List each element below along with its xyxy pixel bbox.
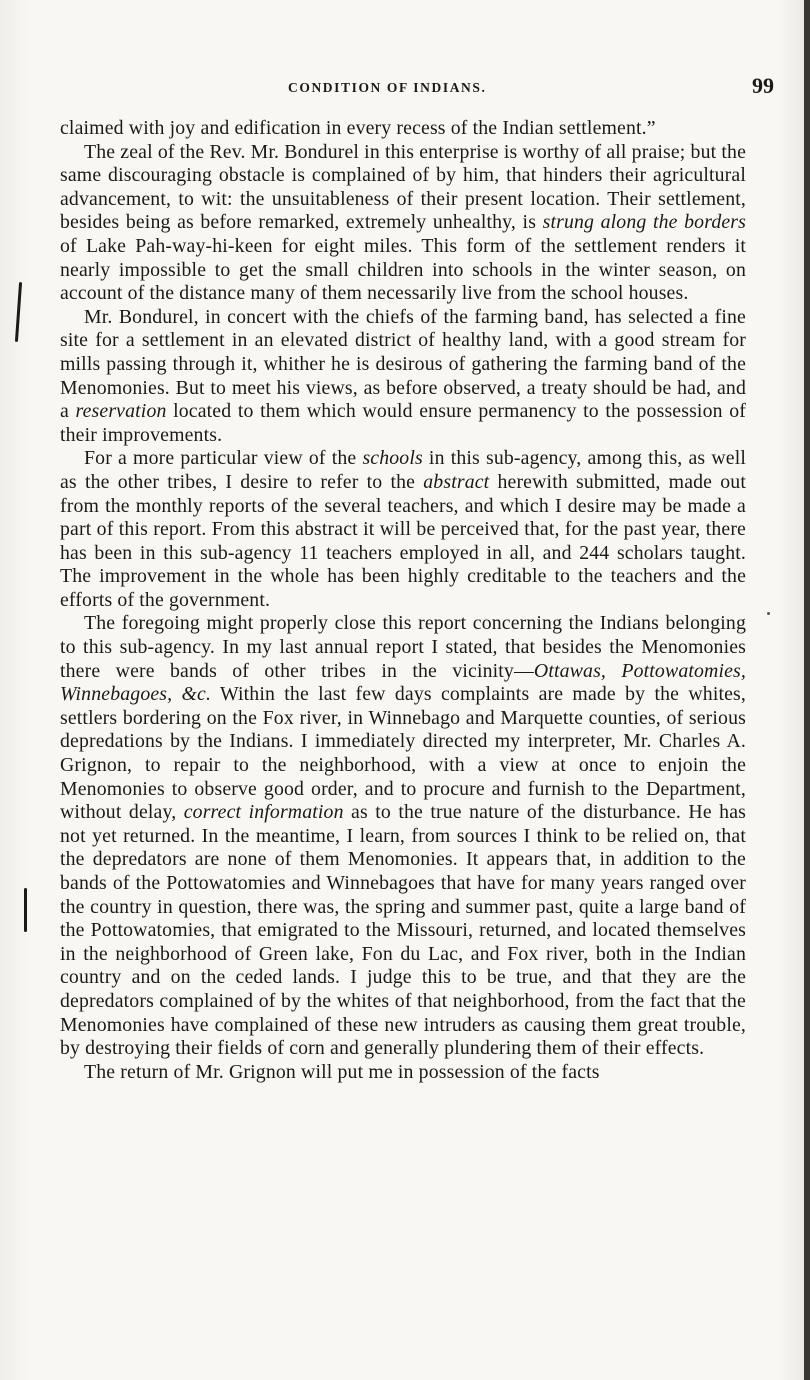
text-run: The foregoing might properly close this report concerning the Indians belonging to this sub-agency. In my last annual report I stated, that besides the Menomonies there were bands of other tribes in the vicinity— [60, 612, 746, 682]
paragraph [60, 117, 746, 141]
page-edge-shadow [804, 0, 810, 1380]
text-run: For a more particular view of the [84, 447, 363, 470]
paragraph [60, 141, 746, 306]
text-run: The zeal of the Rev. Mr. Bondurel in this enterprise is worthy of all praise; but the same discouraging obstacle is complained of by him, that hinders their agricultural advancement, to wit: the unsuitableness of their present location. Their settlement, besides being as before remarked, extremely unhealthy, is [60, 140, 746, 234]
text-run: located to them which would ensure permanency to the possession of their improvements. [60, 400, 746, 446]
paragraph [60, 1061, 746, 1085]
page-number: 99 [752, 73, 774, 98]
italic-phrase: schools [362, 447, 423, 470]
text-run: of Lake Pah-way-hi-keen for eight miles. This form of the settlement renders it nearly impossible to get the small children into schools in the winter season, on account of the distance many of them necessarily live from the school houses. [60, 234, 746, 305]
text-run: Within the last few days complaints are made by the whites, settlers bordering on the Fox river, in Winnebago and Marquette counties, of serious depredations by the Indians. I immediately directed my interpreter, Mr. Charles A. Grignon, to repair to the neighborhood, with a view at once to enjoin the Menomonies to observe good order, and to procure and furnish to the Department, without delay, [60, 683, 747, 824]
italic-phrase: Ottawas, Pottowatomies, Winnebagoes, &c. [60, 659, 746, 706]
page-header [60, 73, 774, 102]
italic-phrase: abstract [423, 470, 490, 493]
text-run: claimed with joy and edification in every recess of the Indian settlement.” [60, 117, 656, 139]
paragraph [60, 306, 746, 448]
paragraph [60, 612, 746, 1060]
text-run: herewith submitted, made out from the monthly reports of the several teachers, and which I desire may be made a part of this report. From this abstract it will be perceived that, for the past year, there has been in this sub-agency 11 teachers employed in all, and 244 scholars taught. The improvement in the whole has been highly creditable to the teachers and the efforts of the government. [60, 470, 746, 611]
margin-dot [767, 612, 770, 615]
italic-phrase: reservation [75, 400, 167, 423]
body-text [60, 117, 746, 1084]
running-head: CONDITION OF INDIANS. [288, 80, 487, 95]
italic-phrase: strung along the borders [542, 211, 746, 234]
text-run: in this sub-agency, among this, as well as the other tribes, I desire to refer to the [60, 447, 746, 493]
text-run: The return of Mr. Grignon will put me in possession of the facts [84, 1060, 600, 1083]
margin-pencil-mark [15, 282, 22, 342]
margin-pencil-mark [24, 888, 27, 932]
text-run: Mr. Bondurel, in concert with the chiefs of the farming band, has selected a fine site for a settlement in an elevated district of healthy land, with a good stream for mills passing through it, whither he is desirous of gathering the farming band of the Menomonies. But to meet his views, as before observed, a treaty should be had, and a [60, 305, 746, 423]
italic-phrase: correct information [183, 801, 344, 824]
text-run: as to the true nature of the disturbance. He has not yet returned. In the meantime, I learn, from sources I think to be relied on, that the depredators are none of them Menomonies. It appears that, in addition to the bands of the Pottowatomies and Winnebagoes that have for many years ranged over the country in question, there was, the spring and summer past, quite a large band of the Pottowatomies, that emigrated to the Missouri, returned, and located themselves in the neighborhood of Green lake, Fon du Lac, and Fox river, both in the Indian country and on the ceded lands. I judge this to be true, and that they are the depredators complained of by the whites of that neighborhood, from the fact that the Menomonies have complained of these new intruders as causing them great trouble, by destroying their fields of corn and generally plundering them of their effects. [60, 801, 746, 1060]
paragraph [60, 447, 746, 612]
